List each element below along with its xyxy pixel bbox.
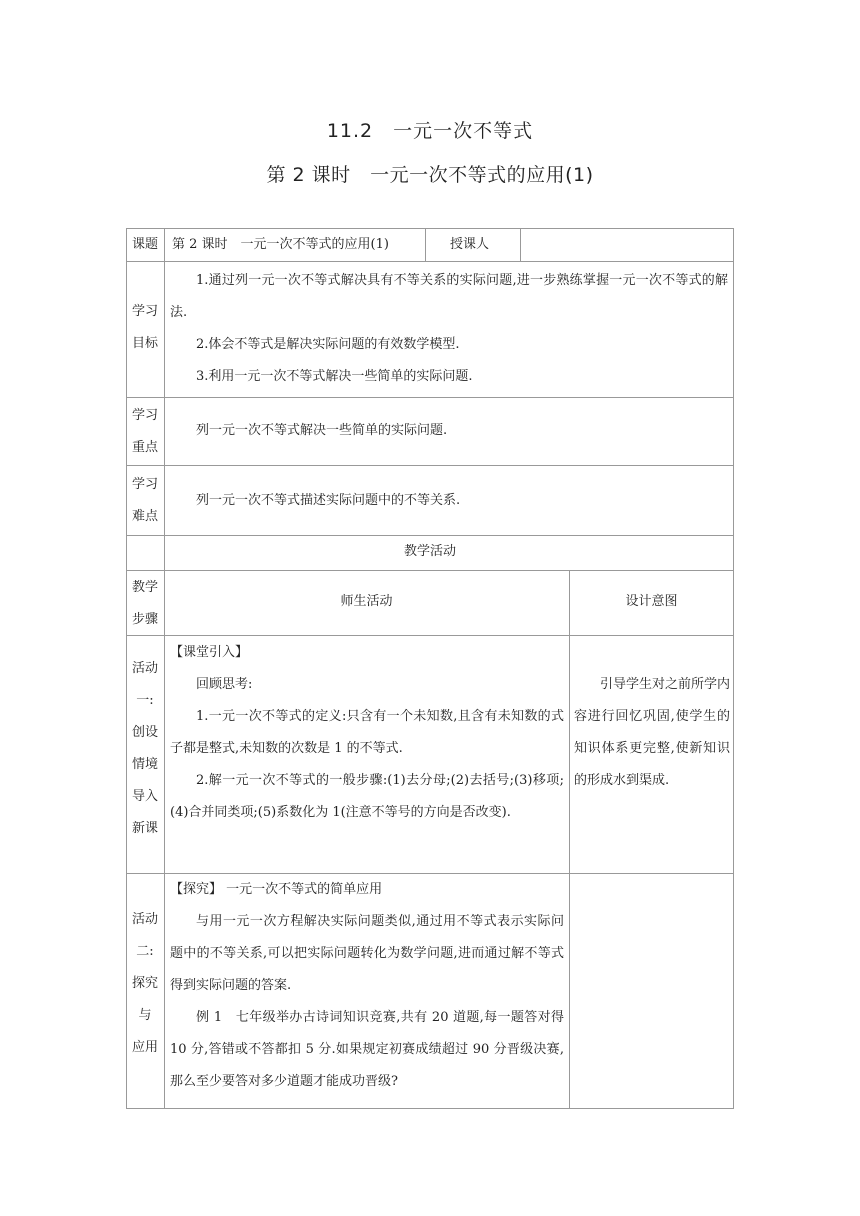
activity1-label-line: 创设 [131, 725, 158, 740]
activity1-label [126, 653, 164, 845]
activity2-label-line: 活动 [131, 912, 158, 927]
objectives-content [170, 265, 728, 393]
activity2-label-line: 与 [138, 1008, 152, 1023]
design-column-header: 设计意图 [625, 594, 678, 609]
activity1-paragraph: 2.解一元一次不等式的一般步骤:(1)去分母;(2)去括号;(3)移项;(4)合并同类项;(5)系数化为 1(注意不等号的方向是否改变). [170, 773, 564, 820]
activity2-paragraph: 例 1 七年级举办古诗词知识竞赛,共有 20 道题,每一题答对得 10 分,答错或不答都扣 5 分.如果规定初赛成绩超过 90 分晋级决赛,那么至少要答对多少道题才能成功晋级? [170, 1010, 564, 1089]
activity1-label-line: 新课 [131, 821, 158, 836]
topic-label: 课题 [131, 237, 158, 252]
activity2-label [126, 904, 164, 1064]
key-points-label-2: 重点 [131, 440, 158, 455]
activity1-label-line: 情境 [131, 757, 158, 772]
activity2-label-line: 二: [136, 944, 154, 959]
activity2-label-line: 探究 [131, 976, 158, 991]
difficulties-label-2: 难点 [131, 509, 158, 524]
activity2-heading: 【探究】 一元一次不等式的简单应用 [170, 882, 383, 897]
activity1-content [170, 637, 564, 829]
key-points-text [170, 416, 728, 446]
topic-value: 第 2 课时 一元一次不等式的应用(1) [172, 237, 389, 252]
activity1-label-line: 活动 [131, 661, 158, 676]
step-column-header [126, 572, 164, 636]
activity1-paragraph: 回顾思考: [196, 677, 253, 692]
activity1-label-line: 导入 [131, 789, 158, 804]
step-header-2: 步骤 [131, 612, 158, 627]
activity1-design [574, 669, 730, 797]
objective-item: 3.利用一元一次不等式解决一些简单的实际问题. [196, 369, 473, 384]
activity2-label-line: 应用 [131, 1040, 158, 1055]
activity1-heading: 【课堂引入】 [170, 645, 249, 660]
activity1-design-text: 引导学生对之前所学内容进行回忆巩固,使学生的知识体系更完整,使新知识的形成水到渠成. [574, 677, 731, 788]
objectives-label-1: 学习 [131, 304, 158, 319]
lesson-subtitle: 第 2 课时 一元一次不等式的应用(1) [266, 164, 594, 186]
key-points-label [126, 400, 164, 464]
key-points-label-1: 学习 [131, 408, 158, 423]
difficulties-label-1: 学习 [131, 477, 158, 492]
step-header-1: 教学 [131, 580, 158, 595]
activity-column-header: 师生活动 [340, 594, 393, 609]
lesson-title: 11.2 一元一次不等式 [326, 120, 534, 142]
activity1-paragraph: 1.一元一次不等式的定义:只含有一个未知数,且含有未知数的式子都是整式,未知数的次数是 1 的不等式. [170, 709, 564, 756]
difficulties-label [126, 469, 164, 533]
activity2-content [170, 874, 564, 1098]
activity2-paragraph: 与用一元一次方程解决实际问题类似,通过用不等式表示实际问题中的不等关系,可以把实际问题转化为数学问题,进而通过解不等式得到实际问题的答案. [170, 914, 564, 993]
difficulties-paragraph: 列一元一次不等式描述实际问题中的不等关系. [196, 493, 461, 508]
objectives-label [126, 296, 164, 360]
teacher-label: 授课人 [450, 237, 490, 252]
objective-item: 1.通过列一元一次不等式解决具有不等关系的实际问题,进一步熟练掌握一元一次不等式的解法. [170, 273, 728, 320]
objectives-label-2: 目标 [131, 336, 158, 351]
activity1-label-line: 一: [136, 693, 154, 708]
difficulties-text [170, 486, 728, 516]
objective-item: 2.体会不等式是解决实际问题的有效数学模型. [196, 337, 460, 352]
activities-header: 教学活动 [403, 544, 456, 559]
key-points-paragraph: 列一元一次不等式解决一些简单的实际问题. [196, 423, 448, 438]
